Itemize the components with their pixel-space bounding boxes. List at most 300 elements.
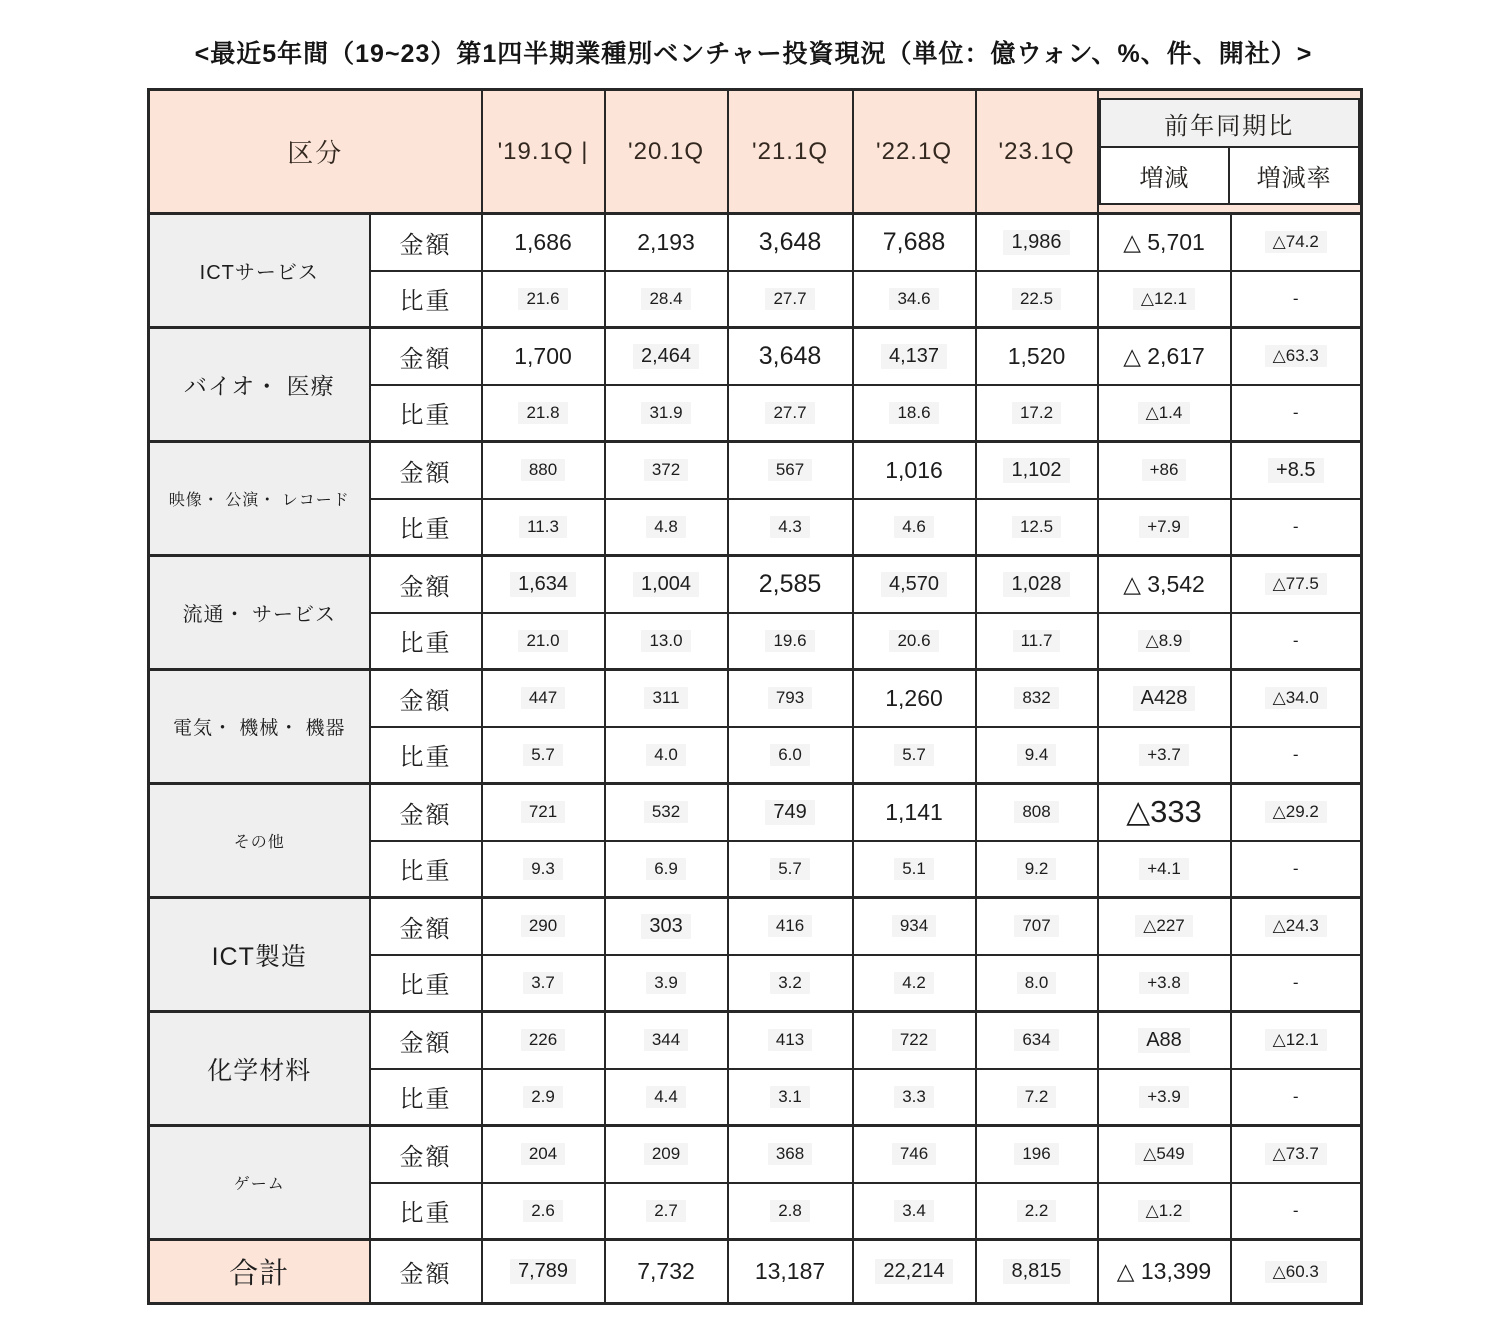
- row-label-amount: [370, 1012, 482, 1069]
- amount-cell-text: 1,016: [885, 456, 943, 483]
- row-label-amount: [370, 328, 482, 385]
- amount-cell: [1231, 670, 1362, 727]
- weight-cell-text: △1.4: [1138, 402, 1191, 424]
- amount-cell: [605, 898, 728, 955]
- weight-cell-text: -: [1292, 744, 1299, 764]
- amount-cell-text: 344: [644, 1029, 688, 1051]
- amount-cell: [728, 442, 853, 499]
- weight-cell-text: +3.9: [1139, 1086, 1189, 1108]
- amount-cell: [605, 1126, 728, 1183]
- amount-cell-text: +86: [1142, 459, 1187, 481]
- sector-name: [149, 214, 370, 328]
- amount-cell: [1231, 1126, 1362, 1183]
- sector-name: [149, 898, 370, 1012]
- weight-cell: [853, 499, 976, 556]
- amount-cell: [853, 784, 976, 841]
- total-cell: [605, 1240, 728, 1304]
- weight-cell-text: -: [1292, 858, 1299, 878]
- header-q23: '23.1Q: [976, 90, 1098, 214]
- weight-cell: [1098, 1069, 1231, 1126]
- weight-cell: [728, 613, 853, 670]
- weight-cell-text: △1.2: [1138, 1200, 1191, 1222]
- amount-cell-text: 2,585: [758, 569, 822, 598]
- weight-cell-text: 3.1: [770, 1086, 810, 1108]
- weight-cell: [976, 271, 1098, 328]
- table-header: [149, 90, 1362, 214]
- weight-cell: [728, 1069, 853, 1126]
- weight-cell: [853, 613, 976, 670]
- weight-cell: [482, 385, 605, 442]
- weight-cell: [853, 385, 976, 442]
- weight-cell: [853, 841, 976, 898]
- weight-cell-text: 9.2: [1017, 858, 1057, 880]
- amount-cell: [976, 1012, 1098, 1069]
- weight-cell: [1231, 1183, 1362, 1240]
- amount-cell: [728, 898, 853, 955]
- amount-cell: [482, 898, 605, 955]
- row-label-weight: [370, 385, 482, 442]
- amount-cell: [1098, 784, 1231, 841]
- sector-name: [149, 442, 370, 556]
- weight-cell-text: 2.7: [646, 1200, 686, 1222]
- weight-cell: [1231, 1069, 1362, 1126]
- weight-cell: [605, 955, 728, 1012]
- weight-cell: [482, 271, 605, 328]
- amount-cell-text: 832: [1014, 687, 1058, 709]
- amount-cell: [1098, 670, 1231, 727]
- weight-cell: [605, 1069, 728, 1126]
- amount-cell: [1231, 784, 1362, 841]
- total-cell: [1098, 1240, 1231, 1304]
- amount-cell-text: 749: [765, 800, 814, 825]
- weight-cell-text: 34.6: [889, 288, 938, 310]
- weight-cell: [1098, 499, 1231, 556]
- amount-cell-text: 808: [1014, 801, 1058, 823]
- row-label-amount: [370, 214, 482, 271]
- weight-cell: [1098, 271, 1231, 328]
- weight-cell: [976, 1069, 1098, 1126]
- total-cell: [1231, 1240, 1362, 1304]
- amount-cell: [1098, 898, 1231, 955]
- header-yoy-group: [1098, 90, 1362, 214]
- total-name-text: 合計: [229, 1258, 290, 1290]
- amount-cell: [853, 328, 976, 385]
- amount-cell-text: 1,634: [510, 572, 576, 597]
- amount-cell: [1231, 898, 1362, 955]
- weight-cell: [605, 385, 728, 442]
- row-label-amount-text: 金額: [399, 573, 452, 601]
- amount-cell-text: 3,648: [758, 341, 822, 370]
- amount-cell: [728, 556, 853, 613]
- weight-cell: [1231, 841, 1362, 898]
- weight-cell: [1098, 385, 1231, 442]
- weight-cell-text: 11.7: [1013, 630, 1061, 652]
- row-label-weight: [370, 1183, 482, 1240]
- weight-cell: [976, 955, 1098, 1012]
- amount-cell-text: △29.2: [1265, 801, 1327, 823]
- amount-cell: [976, 1126, 1098, 1183]
- row-label-weight-text: 比重: [399, 972, 452, 1000]
- weight-cell-text: -: [1292, 972, 1299, 992]
- weight-cell: [482, 1069, 605, 1126]
- amount-cell-text: +8.5: [1268, 458, 1323, 483]
- weight-cell-text: 11.3: [519, 516, 567, 538]
- row-label-weight: [370, 499, 482, 556]
- amount-cell-text: 1,520: [1007, 342, 1066, 369]
- amount-cell-text: 290: [521, 915, 565, 937]
- row-label-weight: [370, 727, 482, 784]
- weight-cell-text: △12.1: [1133, 288, 1195, 310]
- weight-cell: [1231, 499, 1362, 556]
- weight-cell-text: -: [1292, 288, 1299, 308]
- amount-cell-text: △77.5: [1265, 573, 1327, 595]
- row-label-amount-text: 金額: [399, 687, 452, 715]
- amount-cell: [605, 556, 728, 613]
- weight-cell: [976, 841, 1098, 898]
- amount-cell: [976, 898, 1098, 955]
- header-q21: '21.1Q: [728, 90, 853, 214]
- amount-cell-text: 209: [644, 1143, 688, 1165]
- weight-cell-text: +7.9: [1139, 516, 1189, 538]
- row-label-weight-text: 比重: [399, 516, 452, 544]
- amount-cell-text: 4,137: [881, 344, 947, 369]
- total-cell: [853, 1240, 976, 1304]
- weight-cell-text: 21.8: [518, 402, 567, 424]
- amount-cell: [853, 1126, 976, 1183]
- weight-cell-text: -: [1292, 1086, 1299, 1106]
- sector-name: [149, 784, 370, 898]
- amount-cell-text: 2,464: [633, 344, 699, 369]
- weight-cell: [1098, 613, 1231, 670]
- investment-table: [147, 88, 1363, 1305]
- weight-cell-text: 31.9: [641, 402, 690, 424]
- weight-cell-text: 2.9: [523, 1086, 563, 1108]
- amount-cell-text: △73.7: [1265, 1143, 1327, 1165]
- amount-cell: [605, 670, 728, 727]
- amount-cell-text: 196: [1014, 1143, 1058, 1165]
- header-category: 区分: [149, 90, 482, 214]
- weight-cell: [482, 613, 605, 670]
- amount-cell-text: △227: [1135, 915, 1192, 937]
- amount-cell-text: 226: [521, 1029, 565, 1051]
- row-label-weight-text: 比重: [399, 1086, 452, 1114]
- weight-cell-text: 22.5: [1012, 288, 1061, 310]
- amount-cell: [853, 556, 976, 613]
- amount-cell: [853, 898, 976, 955]
- amount-cell-text: △24.3: [1265, 915, 1327, 937]
- weight-cell-text: 3.7: [523, 972, 563, 994]
- weight-cell-text: +3.7: [1139, 744, 1189, 766]
- weight-cell-text: -: [1292, 1200, 1299, 1220]
- weight-cell: [482, 499, 605, 556]
- amount-cell-text: 1,986: [1003, 230, 1069, 255]
- weight-cell-text: 5.7: [894, 744, 934, 766]
- amount-cell: [482, 442, 605, 499]
- amount-cell: [605, 442, 728, 499]
- amount-cell: [853, 214, 976, 271]
- amount-cell: [1231, 214, 1362, 271]
- amount-cell-text: 634: [1014, 1029, 1058, 1051]
- row-label-amount-text: 金額: [399, 459, 452, 487]
- amount-cell-text: 1,102: [1003, 458, 1069, 483]
- amount-cell-text: 372: [644, 459, 688, 481]
- row-label-amount-text: 金額: [399, 1029, 452, 1057]
- amount-cell: [728, 214, 853, 271]
- amount-cell-text: △12.1: [1265, 1029, 1327, 1051]
- weight-cell-text: 21.0: [518, 630, 567, 652]
- amount-cell: [728, 670, 853, 727]
- weight-cell-text: 28.4: [641, 288, 690, 310]
- weight-cell-text: 4.3: [770, 516, 810, 538]
- weight-cell: [853, 727, 976, 784]
- weight-cell-text: 13.0: [641, 630, 690, 652]
- weight-cell-text: 21.6: [518, 288, 567, 310]
- weight-cell-text: -: [1292, 402, 1299, 422]
- row-label-amount: [370, 1126, 482, 1183]
- amount-cell: [976, 442, 1098, 499]
- amount-cell: [482, 1012, 605, 1069]
- sector-name-text: 電気・ 機械・ 機器: [172, 718, 346, 739]
- sector-name-text: バイオ・ 医療: [183, 373, 335, 399]
- page-title: <最近5年間（19~23）第1四半期業種別ベンチャー投資現況（単位：億ウォン、%、件、開社）>: [194, 40, 1313, 68]
- amount-cell: [605, 1012, 728, 1069]
- weight-cell-text: 18.6: [889, 402, 938, 424]
- total-row-label: [370, 1240, 482, 1304]
- row-label-weight: [370, 955, 482, 1012]
- total-cell-text: 13,187: [754, 1258, 826, 1284]
- amount-cell-text: A88: [1138, 1028, 1190, 1053]
- weight-cell-text: 17.2: [1012, 402, 1061, 424]
- row-label-amount: [370, 670, 482, 727]
- amount-cell: [976, 784, 1098, 841]
- weight-cell: [853, 1183, 976, 1240]
- amount-cell: [976, 214, 1098, 271]
- weight-cell: [976, 727, 1098, 784]
- row-label-amount: [370, 556, 482, 613]
- weight-cell-text: 9.4: [1017, 744, 1057, 766]
- amount-cell: [976, 556, 1098, 613]
- row-label-weight-text: 比重: [399, 288, 452, 316]
- amount-cell-text: 416: [768, 915, 812, 937]
- row-label-amount-text: 金額: [399, 231, 452, 259]
- weight-cell: [976, 385, 1098, 442]
- weight-cell: [605, 727, 728, 784]
- row-label-weight: [370, 271, 482, 328]
- weight-cell: [1231, 271, 1362, 328]
- weight-cell: [976, 1183, 1098, 1240]
- weight-cell-text: 6.0: [770, 744, 810, 766]
- weight-cell-text: 5.1: [894, 858, 934, 880]
- amount-cell-text: △ 5,701: [1123, 228, 1205, 255]
- weight-cell: [482, 955, 605, 1012]
- weight-cell: [728, 841, 853, 898]
- weight-cell-text: +3.8: [1139, 972, 1189, 994]
- amount-cell: [728, 1012, 853, 1069]
- sector-name-text: ゲーム: [233, 1176, 285, 1193]
- amount-cell: [728, 328, 853, 385]
- amount-cell: [482, 1126, 605, 1183]
- weight-cell-text: -: [1292, 630, 1299, 650]
- amount-cell: [605, 214, 728, 271]
- sector-name: [149, 328, 370, 442]
- amount-cell-text: 368: [768, 1143, 812, 1165]
- amount-cell-text: 722: [892, 1029, 936, 1051]
- header-q19: '19.1Q |: [482, 90, 605, 214]
- weight-cell-text: △8.9: [1138, 630, 1191, 652]
- amount-cell: [482, 784, 605, 841]
- amount-cell-text: 3,648: [758, 227, 822, 256]
- amount-cell-text: 1,004: [633, 572, 699, 597]
- row-label-weight-text: 比重: [399, 1200, 452, 1228]
- amount-cell: [605, 328, 728, 385]
- sector-name-text: 化学材料: [207, 1056, 312, 1085]
- amount-cell-text: △34.0: [1265, 687, 1327, 709]
- weight-cell-text: 20.6: [889, 630, 938, 652]
- weight-cell: [728, 271, 853, 328]
- weight-cell: [853, 271, 976, 328]
- total-cell-text: △60.3: [1265, 1261, 1327, 1283]
- amount-cell-text: △333: [1126, 794, 1202, 830]
- weight-cell: [728, 1183, 853, 1240]
- amount-cell-text: 721: [521, 801, 565, 823]
- total-cell-text: 8,815: [1003, 1259, 1069, 1284]
- weight-cell-text: 9.3: [523, 858, 563, 880]
- amount-cell-text: 707: [1014, 915, 1058, 937]
- sector-name: [149, 1126, 370, 1240]
- table-body: [149, 214, 1362, 1304]
- amount-cell: [1098, 556, 1231, 613]
- weight-cell: [1231, 613, 1362, 670]
- weight-cell: [1231, 727, 1362, 784]
- amount-cell: [1231, 1012, 1362, 1069]
- weight-cell-text: 2.8: [770, 1200, 810, 1222]
- sector-name-text: ICT製造: [211, 942, 307, 971]
- total-cell: [976, 1240, 1098, 1304]
- amount-cell: [976, 328, 1098, 385]
- amount-cell-text: 1,260: [885, 684, 943, 711]
- row-label-amount: [370, 442, 482, 499]
- row-label-weight-text: 比重: [399, 630, 452, 658]
- row-label-amount-text: 金額: [399, 915, 452, 943]
- row-label-weight-text: 比重: [399, 744, 452, 772]
- weight-cell-text: 3.3: [894, 1086, 934, 1108]
- weight-cell-text: 5.7: [523, 744, 563, 766]
- row-label-amount-text: 金額: [399, 801, 452, 829]
- amount-cell-text: △ 2,617: [1123, 342, 1205, 369]
- weight-cell: [605, 841, 728, 898]
- weight-cell-text: 3.4: [894, 1200, 934, 1222]
- amount-cell-text: 303: [641, 914, 690, 939]
- amount-cell-text: △549: [1135, 1143, 1192, 1165]
- sector-name: [149, 670, 370, 784]
- weight-cell-text: 3.9: [646, 972, 686, 994]
- amount-cell-text: 746: [892, 1143, 936, 1165]
- total-row-label-text: 金額: [399, 1261, 452, 1288]
- weight-cell-text: 4.0: [646, 744, 686, 766]
- amount-cell-text: A428: [1133, 686, 1196, 711]
- weight-cell: [728, 385, 853, 442]
- amount-cell: [853, 670, 976, 727]
- weight-cell-text: 2.2: [1017, 1200, 1057, 1222]
- amount-cell: [482, 214, 605, 271]
- total-cell-text: 22,214: [875, 1259, 952, 1284]
- amount-cell: [1098, 1126, 1231, 1183]
- weight-cell-text: 12.5: [1012, 516, 1061, 538]
- row-label-weight: [370, 841, 482, 898]
- total-cell-text: △ 13,399: [1116, 1258, 1212, 1284]
- sector-name-text: 流通・ サービス: [182, 604, 337, 626]
- weight-cell-text: 4.2: [894, 972, 934, 994]
- amount-cell: [1098, 328, 1231, 385]
- weight-cell: [728, 955, 853, 1012]
- amount-cell-text: 413: [768, 1029, 812, 1051]
- yoy-col-rate: 増減率: [1230, 148, 1358, 203]
- amount-cell-text: 934: [892, 915, 936, 937]
- amount-cell-text: 1,028: [1003, 572, 1069, 597]
- weight-cell: [728, 499, 853, 556]
- total-cell: [482, 1240, 605, 1304]
- weight-cell: [853, 1069, 976, 1126]
- row-label-weight: [370, 1069, 482, 1126]
- weight-cell: [1098, 727, 1231, 784]
- weight-cell: [482, 841, 605, 898]
- amount-cell-text: △63.3: [1265, 345, 1327, 367]
- sector-name-text: 映像・ 公演・ レコード: [168, 492, 350, 509]
- amount-cell: [1098, 214, 1231, 271]
- amount-cell: [605, 784, 728, 841]
- header-q20: '20.1Q: [605, 90, 728, 214]
- weight-cell-text: 7.2: [1017, 1086, 1057, 1108]
- weight-cell-text: 6.9: [646, 858, 686, 880]
- weight-cell-text: +4.1: [1139, 858, 1189, 880]
- amount-cell-text: 7,688: [882, 227, 946, 256]
- amount-cell-text: 1,141: [885, 798, 943, 825]
- amount-cell-text: △ 3,542: [1123, 570, 1205, 597]
- weight-cell: [605, 613, 728, 670]
- weight-cell: [1231, 955, 1362, 1012]
- amount-cell-text: 1,686: [514, 228, 572, 255]
- yoy-box: [1099, 98, 1361, 205]
- amount-cell: [482, 328, 605, 385]
- amount-cell: [1098, 442, 1231, 499]
- weight-cell: [605, 1183, 728, 1240]
- sector-name-text: その他: [233, 834, 285, 851]
- amount-cell: [1231, 556, 1362, 613]
- row-label-weight-text: 比重: [399, 402, 452, 430]
- amount-cell: [853, 1012, 976, 1069]
- amount-cell-text: 1,700: [514, 342, 572, 369]
- weight-cell: [1231, 385, 1362, 442]
- amount-cell-text: △74.2: [1265, 231, 1327, 253]
- amount-cell-text: 532: [644, 801, 688, 823]
- weight-cell: [482, 727, 605, 784]
- weight-cell-text: 19.6: [765, 630, 814, 652]
- row-label-amount: [370, 898, 482, 955]
- amount-cell: [1231, 442, 1362, 499]
- amount-cell-text: 447: [521, 687, 565, 709]
- amount-cell: [1098, 1012, 1231, 1069]
- weight-cell: [482, 1183, 605, 1240]
- weight-cell-text: 8.0: [1017, 972, 1057, 994]
- weight-cell-text: 4.8: [646, 516, 686, 538]
- amount-cell: [728, 784, 853, 841]
- yoy-group-title: 前年同期比: [1101, 100, 1359, 148]
- weight-cell: [605, 499, 728, 556]
- row-label-amount: [370, 784, 482, 841]
- sector-name: [149, 556, 370, 670]
- amount-cell-text: 311: [644, 687, 687, 709]
- amount-cell: [853, 442, 976, 499]
